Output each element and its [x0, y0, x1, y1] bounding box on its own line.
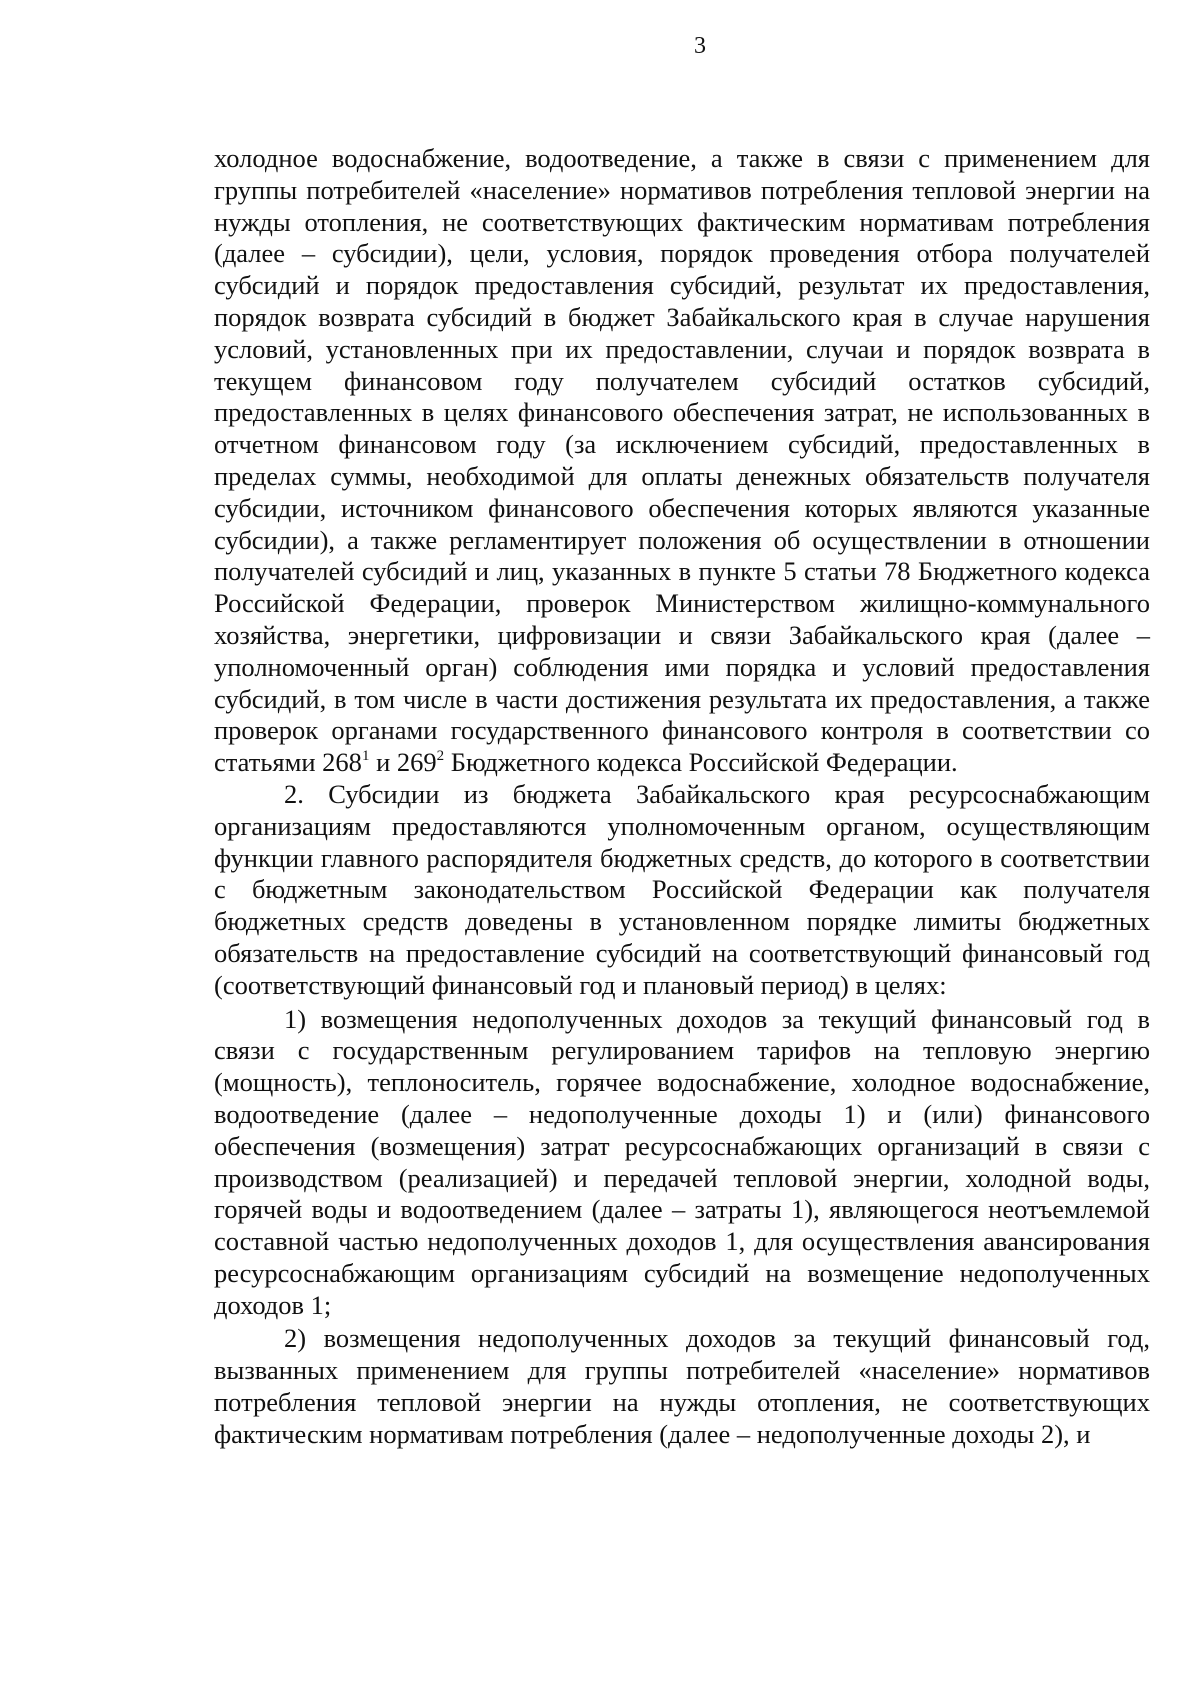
superscript-1: 1: [361, 748, 370, 765]
paragraph-subitem-1: 1) возмещения недополученных доходов за текущий финансовый год в связи с государственным регулированием тарифов на тепловую энергию (мощность), теплоноситель, горячее водоснабжение, холодное водоснабжение, водоотведение (далее – недополученные доходы 1) и (или) финансового обеспечения (возмещения) затрат ресурсоснабжающих организаций в связи с производством (реализацией) и передачей тепловой энергии, холодной воды, горячей воды и водоотведением (далее – затраты 1), являющегося неотъемлемой составной частью недополученных доходов 1, для осуществления авансирования ресурсоснабжающим организациям субсидий на возмещение недополученных доходов 1;: [214, 1003, 1150, 1320]
superscript-2: 2: [436, 748, 445, 765]
paragraph-text: Бюджетного кодекса Российской Федерации.: [444, 747, 958, 778]
paragraph-subitem-2: 2) возмещения недополученных доходов за текущий финансовый год, вызванных применением для группы потребителей «население» нормативов потребления тепловой энергии на нужды отопления, не соответствующих фактическим нормативам потребления (далее – недополученные доходы 2), и: [214, 1323, 1150, 1449]
paragraph-intro-continuation: [214, 143, 1150, 779]
paragraph-text: холодное водоснабжение, водоотведение, а также в связи с применением для группы потребителей «население» нормативов потребления тепловой энергии на нужды отопления, не соответствующих фактическим нормативам потребления (далее – субсидии), цели, условия, порядок проведения отбора получателей субсидий и порядок предоставления субсидий, результат их предоставления, порядок возврата субсидий в бюджет Забайкальского края в случае нарушения условий, установленных при их предоставлении, случаи и порядок возврата в текущем финансовом году получателем субсидий остатков субсидий, предоставленных в целях финансового обеспечения затрат, не использованных в отчетном финансовом году (за исключением субсидий, предоставленных в пределах суммы, необходимой для оплаты денежных обязательств получателя субсидии, источником финансового обеспечения которых являются указанные субсидии), а также регламентирует положения об осуществлении в отношении получателей субсидий и лиц, указанных в пункте 5 статьи 78 Бюджетного кодекса Российской Федерации, проверок Министерством жилищно-коммунального хозяйства, энергетики, цифровизации и связи Забайкальского края (далее – уполномоченный орган) соблюдения ими порядка и условий предоставления субсидий, в том числе в части достижения результата их предоставления, а также проверок органами государственного финансового контроля в соответствии со статьями 268: [214, 143, 1150, 778]
document-body: [214, 143, 1150, 1451]
paragraph-text: и 269: [369, 747, 437, 778]
paragraph-item-2: 2. Субсидии из бюджета Забайкальского края ресурсоснабжающим организациям предоставляются уполномоченным органом, осуществляющим функции главного распорядителя бюджетных средств, до которого в соответствии с бюджетным законодательством Российской Федерации как получателя бюджетных средств доведены в установленном порядке лимиты бюджетных обязательств на предоставление субсидий на соответствующий финансовый год (соответствующий финансовый год и плановый период) в целях:: [214, 778, 1150, 1000]
page-number: 3: [694, 33, 706, 59]
